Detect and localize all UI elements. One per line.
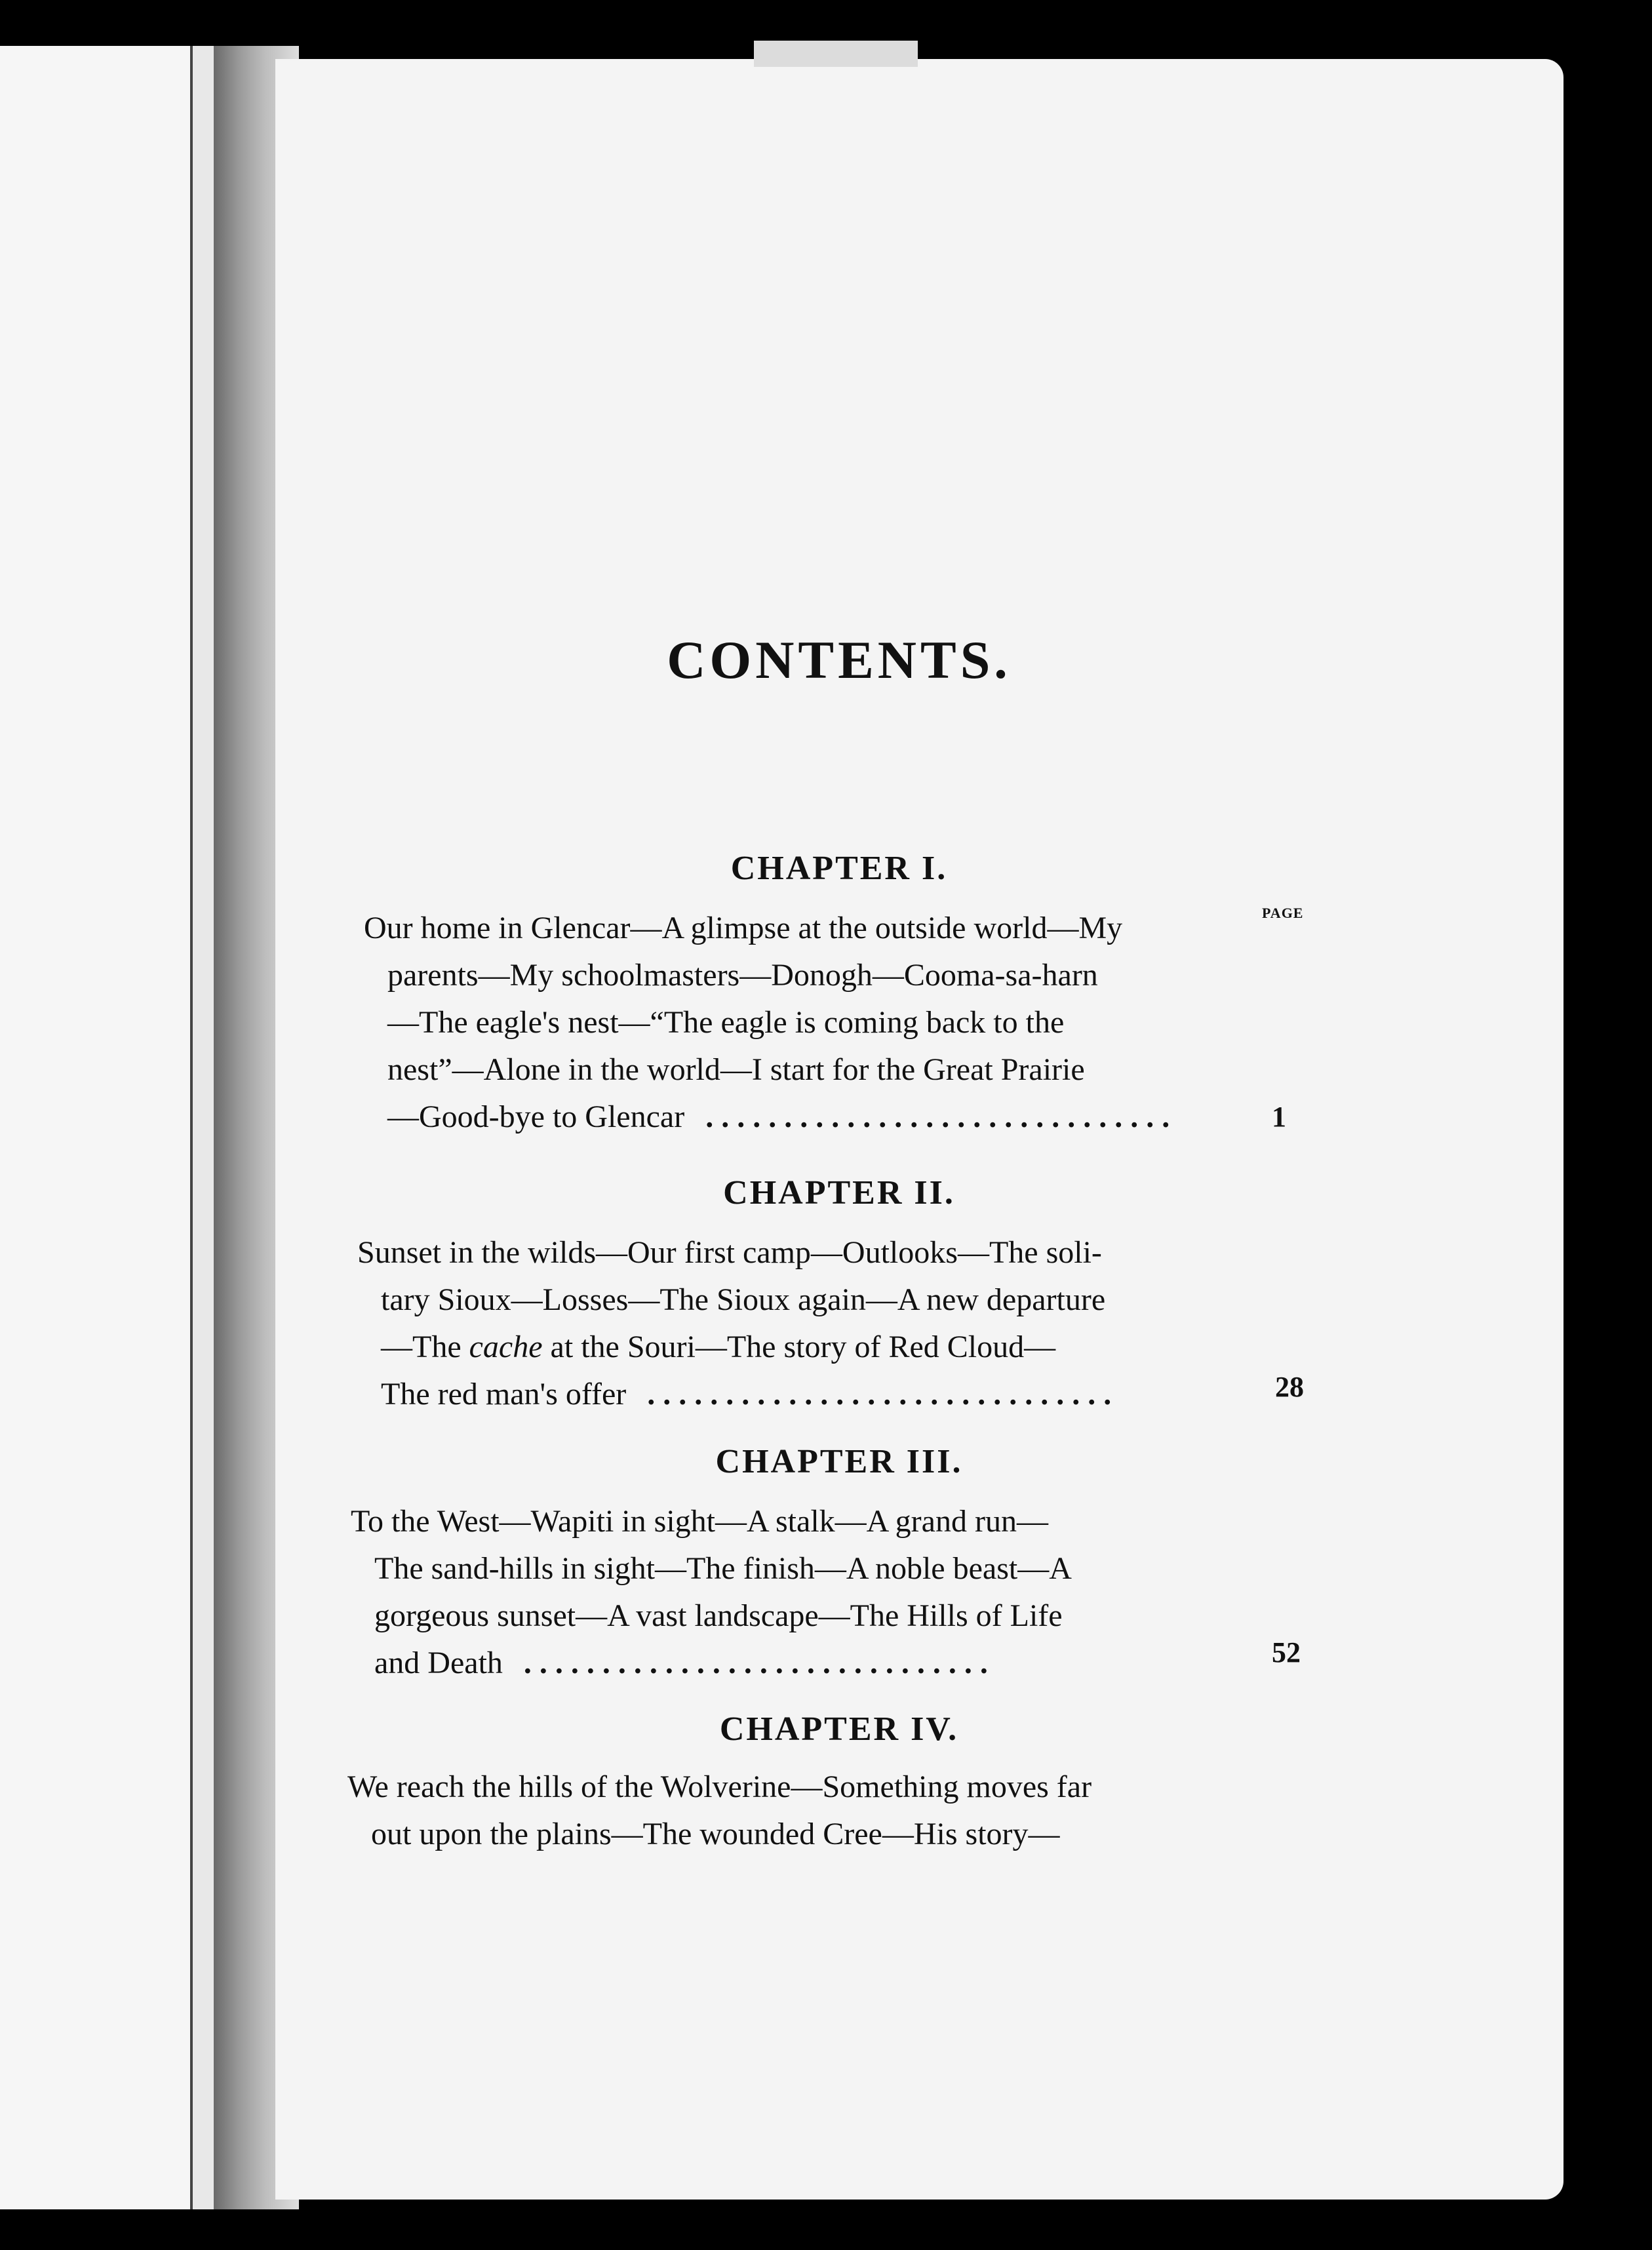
summary-line: gorgeous sunset—A vast landscape—The Hills of Life — [374, 1598, 1063, 1633]
page-title: CONTENTS. — [667, 630, 1012, 690]
left-page — [0, 46, 197, 2209]
summary-line: The sand-hills in sight—The finish—A noble beast—A — [374, 1551, 1072, 1586]
summary-line: —The eagle's nest—“The eagle is coming back to the — [387, 1005, 1065, 1040]
chapter-1-summary — [364, 905, 1255, 1141]
contents-page — [341, 629, 1337, 2039]
summary-line: out upon the plains—The wounded Cree—His story— — [371, 1817, 1060, 1851]
summary-line-with-leaders — [364, 1094, 1255, 1141]
page-column-label: PAGE — [1262, 905, 1304, 921]
summary-line: Our home in Glencar—A glimpse at the outside world—My — [364, 911, 1123, 945]
summary-line: The red man's offer — [381, 1377, 627, 1411]
summary-line-with-leaders — [351, 1640, 1255, 1687]
chapter-1-page-number: 1 — [1272, 1101, 1286, 1133]
summary-line: —Good-bye to Glencar — [387, 1099, 685, 1134]
italic-word-cache: cache — [469, 1330, 543, 1364]
chapter-2-heading: CHAPTER II. — [723, 1174, 955, 1212]
chapter-3-page-number: 52 — [1272, 1636, 1301, 1668]
dot-leaders: . . . . . . . . . . . . . . . . . . . . . . . . . . . . . . — [705, 1099, 1170, 1134]
summary-line: Sunset in the wilds—Our first camp—Outlooks—The soli- — [357, 1235, 1102, 1270]
left-page-edge — [190, 46, 216, 2209]
summary-line-with-leaders — [357, 1371, 1255, 1418]
dot-leaders: . . . . . . . . . . . . . . . . . . . . . . . . . . . . . . — [523, 1646, 988, 1680]
chapter-3-heading: CHAPTER III. — [715, 1443, 963, 1480]
summary-line: To the West—Wapiti in sight—A stalk—A grand run— — [351, 1504, 1048, 1539]
summary-line: parents—My schoolmasters—Donogh—Cooma-sa-harn — [387, 958, 1098, 993]
summary-line-part: —The — [381, 1330, 462, 1364]
dot-leaders: . . . . . . . . . . . . . . . . . . . . . . . . . . . . . . — [647, 1377, 1112, 1411]
summary-line: We reach the hills of the Wolverine—Something moves far — [347, 1769, 1092, 1804]
chapter-3-summary — [351, 1498, 1255, 1687]
chapter-4-summary — [347, 1764, 1255, 1858]
chapter-2-summary — [357, 1229, 1255, 1418]
chapter-1-heading: CHAPTER I. — [730, 850, 948, 887]
summary-line: and Death — [374, 1646, 503, 1680]
summary-line: nest”—Alone in the world—I start for the Great Prairie — [387, 1052, 1085, 1087]
summary-line — [357, 1324, 1255, 1371]
chapter-4-heading: CHAPTER IV. — [719, 1710, 959, 1748]
summary-line: tary Sioux—Losses—The Sioux again—A new departure — [381, 1282, 1106, 1317]
summary-line-part: at the Souri—The story of Red Cloud— — [550, 1330, 1056, 1364]
chapter-2-page-number: 28 — [1275, 1371, 1304, 1403]
page-tab — [754, 41, 918, 67]
